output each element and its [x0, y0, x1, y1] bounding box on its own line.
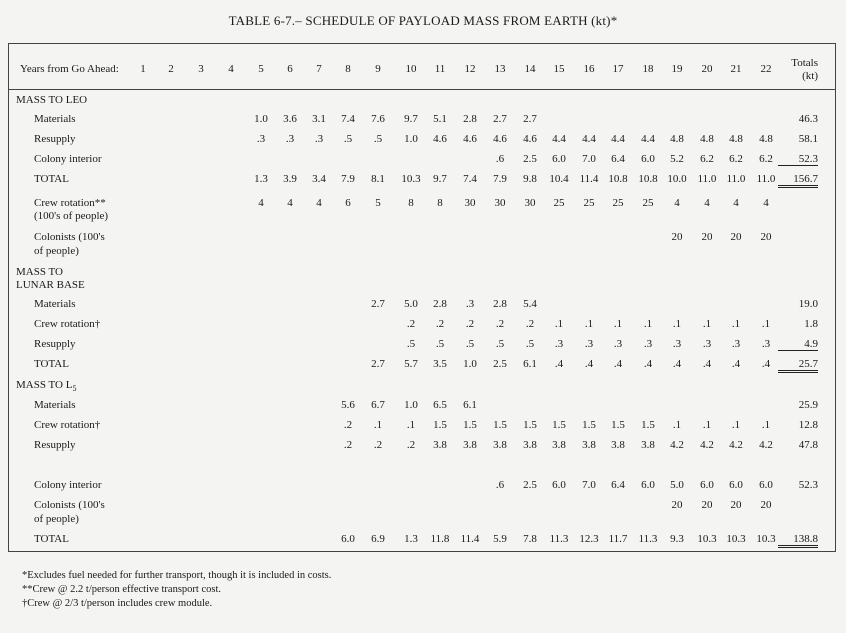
table-cell: 4.6 [433, 133, 447, 145]
table-cell: .4 [672, 358, 682, 370]
table-cell: .5 [373, 133, 383, 145]
table-cell: 25 [553, 197, 565, 209]
table-cell: 1.5 [523, 419, 537, 431]
year-header: 2 [168, 63, 174, 75]
table-cell: 4 [704, 197, 710, 209]
table-cell: 10.3 [756, 533, 776, 545]
section-title-subscript: 5 [72, 384, 77, 394]
table-title: TABLE 6-7.– SCHEDULE OF PAYLOAD MASS FROM EARTH (kt)* [228, 13, 618, 28]
row-total: 52.3 [778, 153, 818, 166]
year-header: 19 [671, 63, 683, 75]
row-total: 156.7 [778, 173, 818, 188]
year-header: 1 [140, 63, 146, 75]
table-cell: 6.1 [523, 358, 537, 370]
table-cell: .5 [435, 338, 445, 350]
table-cell: 5.7 [404, 358, 418, 370]
table-cell: .3 [285, 133, 295, 145]
table-cell: .3 [643, 338, 653, 350]
row-total: 58.1 [798, 133, 818, 145]
table-cell: 6.0 [641, 153, 655, 165]
table-cell: 9.7 [433, 173, 447, 185]
table-cell: 4.6 [463, 133, 477, 145]
table-cell: 7.9 [493, 173, 507, 185]
table-cell: 2.7 [371, 358, 385, 370]
row-total: 1.8 [804, 318, 818, 330]
table-cell: 7.4 [341, 113, 355, 125]
year-header: 4 [228, 63, 234, 75]
table-cell: 2.5 [523, 153, 537, 165]
table-cell: 7.8 [523, 533, 537, 545]
table-cell: 30 [464, 197, 476, 209]
row-total: 25.7 [778, 358, 818, 373]
table-cell: 6.0 [759, 479, 773, 491]
table-cell: 3.8 [552, 439, 566, 451]
row-label: Colony interior [34, 479, 102, 491]
table-cell: 2.5 [523, 479, 537, 491]
table-cell: .3 [465, 298, 475, 310]
row-label: TOTAL [34, 173, 69, 185]
table-cell: 10.3 [401, 173, 421, 185]
year-header: 6 [287, 63, 293, 75]
table-cell: 3.8 [582, 439, 596, 451]
table-cell: .1 [702, 318, 712, 330]
table-cell: 20 [701, 231, 713, 243]
table-cell: .2 [406, 439, 416, 451]
table-cell: 2.8 [493, 298, 507, 310]
year-header: 11 [434, 63, 446, 75]
table-cell: .1 [702, 419, 712, 431]
table-cell: 20 [730, 499, 742, 511]
table-cell: .5 [495, 338, 505, 350]
row-label: of people) [34, 513, 79, 525]
table-cell: .3 [256, 133, 266, 145]
table-cell: 4.4 [552, 133, 566, 145]
row-label: Colonists (100's [34, 231, 105, 243]
table-cell: 4.6 [523, 133, 537, 145]
table-cell: 12.3 [579, 533, 599, 545]
table-cell: 10.4 [549, 173, 569, 185]
table-cell: 3.8 [463, 439, 477, 451]
table-cell: 25 [612, 197, 624, 209]
table-cell: 5.6 [341, 399, 355, 411]
table-cell: .2 [373, 439, 383, 451]
year-header: 16 [583, 63, 595, 75]
table-cell: 6.2 [729, 153, 743, 165]
table-cell: 10.0 [667, 173, 687, 185]
table-cell: 7.9 [341, 173, 355, 185]
footnote: **Crew @ 2.2 t/person effective transport cost. [22, 584, 222, 595]
section-title: MASS TO LEO [16, 94, 88, 106]
row-label: Crew rotation** [34, 197, 106, 209]
section-title: MASS TO $L_5$ [16, 379, 77, 394]
table-cell: 11.7 [608, 533, 628, 545]
table-cell: 6.0 [700, 479, 714, 491]
row-total: 4.9 [778, 338, 818, 351]
year-header: 20 [701, 63, 713, 75]
year-header: 14 [524, 63, 536, 75]
table-cell: 8.1 [371, 173, 385, 185]
totals-header: Totals [791, 57, 818, 69]
table-cell: .3 [672, 338, 682, 350]
table-cell: 9.7 [404, 113, 418, 125]
table-cell: 7.6 [371, 113, 385, 125]
table-cell: 4 [316, 197, 322, 209]
table-cell: .2 [465, 318, 475, 330]
year-header: 18 [642, 63, 654, 75]
table-cell: 6.9 [371, 533, 385, 545]
table-cell: 11.0 [697, 173, 717, 185]
table-cell: 5.0 [404, 298, 418, 310]
table-cell: 30 [494, 197, 506, 209]
table-cell: .3 [702, 338, 712, 350]
table-cell: .1 [731, 318, 741, 330]
table-cell: 1.5 [582, 419, 596, 431]
table-cell: 1.0 [404, 133, 418, 145]
table-cell: .2 [435, 318, 445, 330]
table-cell: .5 [525, 338, 535, 350]
table-cell: .5 [406, 338, 416, 350]
table-cell: 6.4 [611, 479, 625, 491]
row-label: TOTAL [34, 533, 69, 545]
year-header: 5 [258, 63, 264, 75]
table-cell: 4.4 [582, 133, 596, 145]
table-cell: 4 [763, 197, 769, 209]
table-cell: .2 [343, 419, 353, 431]
table-cell: .4 [702, 358, 712, 370]
table-cell: 25 [642, 197, 654, 209]
section-title: MASS TO [16, 266, 63, 278]
row-label: Resupply [34, 439, 76, 451]
table-cell: 20 [760, 231, 772, 243]
table-cell: 2.7 [371, 298, 385, 310]
table-cell: .3 [314, 133, 324, 145]
year-header: 3 [198, 63, 204, 75]
row-label: Materials [34, 399, 76, 411]
table-cell: .2 [343, 439, 353, 451]
table-cell: 5.2 [670, 153, 684, 165]
table-cell: 6.0 [341, 533, 355, 545]
table-cell: 6.0 [641, 479, 655, 491]
row-label: (100's of people) [34, 210, 109, 222]
table-cell: .2 [495, 318, 505, 330]
table-cell: 5.1 [433, 113, 447, 125]
table-cell: .6 [495, 479, 505, 491]
table-cell: 4.2 [759, 439, 773, 451]
row-label: TOTAL [34, 358, 69, 370]
row-label: Materials [34, 298, 76, 310]
table-cell: 2.7 [523, 113, 537, 125]
table-cell: 4 [287, 197, 293, 209]
row-total: 19.0 [798, 298, 818, 310]
table-cell: 3.5 [433, 358, 447, 370]
table-cell: .6 [495, 153, 505, 165]
table-cell: .1 [584, 318, 594, 330]
table-cell: .1 [672, 318, 682, 330]
table-cell: 8 [437, 197, 443, 209]
row-total: 25.9 [798, 399, 818, 411]
table-cell: 10.3 [697, 533, 717, 545]
table-cell: 1.0 [463, 358, 477, 370]
row-label: Colonists (100's [34, 499, 105, 511]
table-cell: 6.0 [552, 153, 566, 165]
row-total: 12.8 [798, 419, 818, 431]
table-cell: 6.0 [552, 479, 566, 491]
row-total: 46.3 [798, 113, 818, 125]
table-cell: 4.8 [759, 133, 773, 145]
table-cell: 3.8 [611, 439, 625, 451]
year-header: 7 [316, 63, 322, 75]
table-cell: .4 [613, 358, 623, 370]
year-header: 9 [375, 63, 381, 75]
table-cell: 7.0 [582, 153, 596, 165]
table-cell: 4.8 [729, 133, 743, 145]
table-cell: 4.4 [641, 133, 655, 145]
row-label: Colony interior [34, 153, 102, 165]
table-cell: 4.4 [611, 133, 625, 145]
table-cell: 4 [674, 197, 680, 209]
table-cell: .5 [343, 133, 353, 145]
table-cell: .1 [761, 318, 771, 330]
table-cell: 11.3 [549, 533, 569, 545]
table-cell: 1.0 [254, 113, 268, 125]
table-cell: 4.2 [700, 439, 714, 451]
table-cell: 3.8 [523, 439, 537, 451]
table-cell: 11.3 [638, 533, 658, 545]
years-header-label: Years from Go Ahead: [20, 63, 119, 75]
table-cell: .5 [465, 338, 475, 350]
table-cell: 6.2 [759, 153, 773, 165]
table-cell: 11.0 [756, 173, 776, 185]
table-cell: 6.4 [611, 153, 625, 165]
table-cell: .4 [584, 358, 594, 370]
row-total: 52.3 [798, 479, 818, 491]
table-cell: 1.3 [254, 173, 268, 185]
table-cell: 7.0 [582, 479, 596, 491]
table-cell: .1 [672, 419, 682, 431]
year-header: 22 [760, 63, 772, 75]
table-cell: 11.4 [579, 173, 599, 185]
table-cell: .2 [406, 318, 416, 330]
table-cell: .4 [554, 358, 564, 370]
table-cell: 6.7 [371, 399, 385, 411]
table-cell: 2.8 [433, 298, 447, 310]
table-cell: 4.8 [700, 133, 714, 145]
table-cell: 6.2 [700, 153, 714, 165]
table-cell: 20 [671, 231, 683, 243]
table-cell: 20 [760, 499, 772, 511]
table-cell: .3 [613, 338, 623, 350]
year-header: 12 [464, 63, 476, 75]
table-cell: 5.4 [523, 298, 537, 310]
table-cell: 11.8 [430, 533, 450, 545]
table-cell: 2.7 [493, 113, 507, 125]
table-cell: 5.0 [670, 479, 684, 491]
row-label: Crew rotation† [34, 318, 101, 330]
table-cell: 20 [671, 499, 683, 511]
table-cell: .1 [761, 419, 771, 431]
table-cell: 20 [730, 231, 742, 243]
table-cell: .3 [584, 338, 594, 350]
row-label: Resupply [34, 133, 76, 145]
table-cell: 4.8 [670, 133, 684, 145]
table-cell: .1 [554, 318, 564, 330]
table-cell: 6.5 [433, 399, 447, 411]
year-header: 10 [405, 63, 417, 75]
table-cell: 10.8 [638, 173, 658, 185]
table-cell: 6.0 [729, 479, 743, 491]
table-cell: .1 [406, 419, 416, 431]
footnote: *Excludes fuel needed for further transport, though it is included in costs. [22, 570, 332, 581]
table-cell: 3.1 [312, 113, 326, 125]
year-header: 21 [730, 63, 742, 75]
year-header: 8 [345, 63, 351, 75]
table-cell: 4 [258, 197, 264, 209]
table-cell: 4.2 [729, 439, 743, 451]
totals-unit-header: (kt) [802, 70, 818, 82]
table-cell: 9.3 [670, 533, 684, 545]
table-cell: .1 [731, 419, 741, 431]
table-cell: .1 [373, 419, 383, 431]
table-cell: 1.0 [404, 399, 418, 411]
table-cell: 1.5 [611, 419, 625, 431]
header-divider [8, 89, 836, 90]
table-cell: 10.8 [608, 173, 628, 185]
table-cell: 11.4 [460, 533, 480, 545]
table-cell: 20 [701, 499, 713, 511]
table-cell: 11.0 [726, 173, 746, 185]
row-total: 47.8 [798, 439, 818, 451]
table-cell: 6.1 [463, 399, 477, 411]
table-cell: 25 [583, 197, 595, 209]
table-cell: 3.9 [283, 173, 297, 185]
table-cell: 1.5 [493, 419, 507, 431]
table-cell: 5 [375, 197, 381, 209]
table-cell: 6 [345, 197, 351, 209]
table-cell: 4.2 [670, 439, 684, 451]
table-cell: 7.4 [463, 173, 477, 185]
table-cell: .1 [613, 318, 623, 330]
table-cell: 4 [733, 197, 739, 209]
table-cell: 3.8 [641, 439, 655, 451]
table-cell: 10.3 [726, 533, 746, 545]
table-cell: .4 [643, 358, 653, 370]
row-label: Crew rotation† [34, 419, 101, 431]
table-cell: 1.5 [641, 419, 655, 431]
table-cell: .3 [761, 338, 771, 350]
table-cell: .4 [731, 358, 741, 370]
table-cell: 30 [524, 197, 536, 209]
table-cell: 1.5 [552, 419, 566, 431]
row-label: Resupply [34, 338, 76, 350]
table-cell: 9.8 [523, 173, 537, 185]
table-cell: 1.3 [404, 533, 418, 545]
table-cell: 8 [408, 197, 414, 209]
table-cell: 3.6 [283, 113, 297, 125]
section-title: LUNAR BASE [16, 279, 85, 291]
year-header: 17 [612, 63, 624, 75]
table-cell: .1 [643, 318, 653, 330]
row-label: of people) [34, 245, 79, 257]
footnote: †Crew @ 2/3 t/person includes crew module. [22, 598, 213, 609]
year-header: 13 [494, 63, 506, 75]
table-cell: 1.5 [463, 419, 477, 431]
table-cell: .3 [731, 338, 741, 350]
table-cell: 2.8 [463, 113, 477, 125]
table-cell: .3 [554, 338, 564, 350]
table-cell: 2.5 [493, 358, 507, 370]
table-cell: 1.5 [433, 419, 447, 431]
table-cell: 5.9 [493, 533, 507, 545]
table-cell: .4 [761, 358, 771, 370]
table-cell: 3.4 [312, 173, 326, 185]
table-cell: .2 [525, 318, 535, 330]
table-cell: 4.6 [493, 133, 507, 145]
row-total: 138.8 [778, 533, 818, 548]
table-cell: 3.8 [433, 439, 447, 451]
year-header: 15 [553, 63, 565, 75]
row-label: Materials [34, 113, 76, 125]
table-cell: 3.8 [493, 439, 507, 451]
